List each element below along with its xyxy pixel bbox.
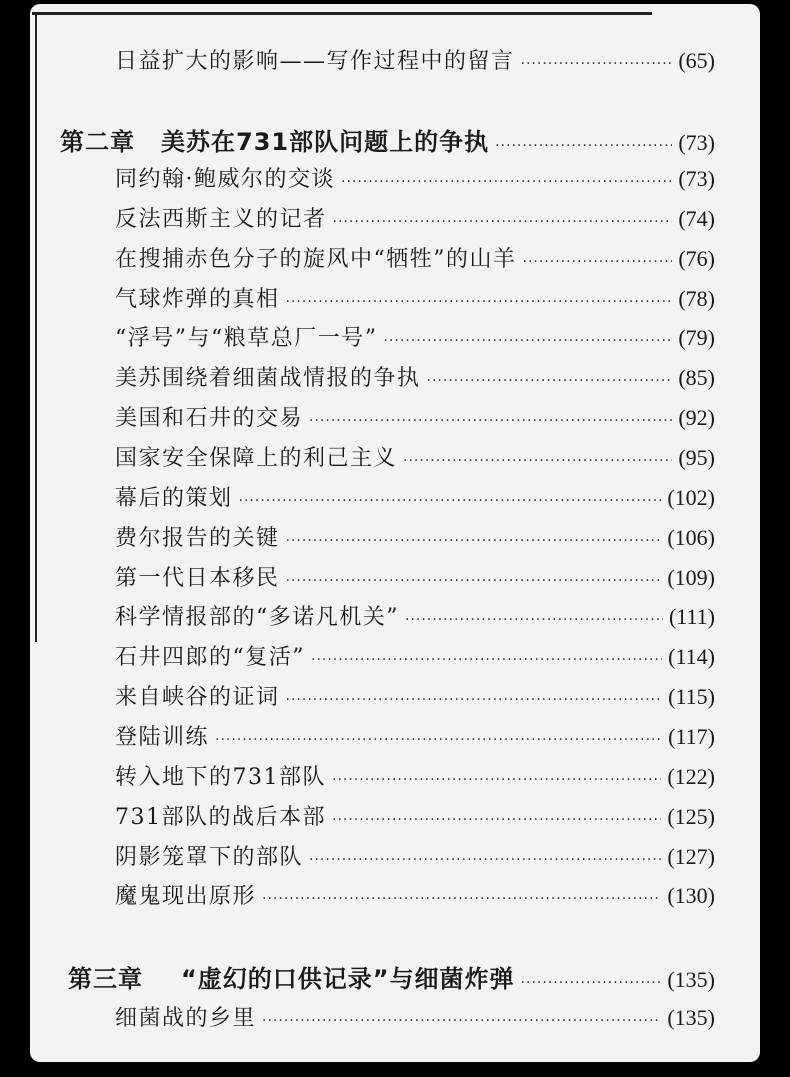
leader-dots <box>495 138 672 154</box>
entry-page: (92) <box>678 405 715 430</box>
toc-entry <box>115 282 715 313</box>
toc-entry <box>115 521 715 552</box>
entry-title: 来自峡谷的证词 <box>115 685 280 710</box>
leader-dots <box>239 493 662 509</box>
left-rule-line <box>35 12 37 642</box>
toc-entry <box>115 640 715 671</box>
leader-dots <box>309 413 672 429</box>
entry-title: 美苏围绕着细菌战情报的争执 <box>115 366 421 391</box>
leader-dots <box>286 692 663 708</box>
entry-page: (114) <box>668 644 715 669</box>
leader-dots <box>403 453 672 469</box>
entry-page: (95) <box>678 445 715 470</box>
entry-page: (130) <box>667 883 715 908</box>
leader-dots <box>262 1013 661 1029</box>
leader-dots <box>405 612 663 628</box>
chapter-number: 第三章 <box>68 965 143 993</box>
entry-title: 731部队的战后本部 <box>115 805 326 830</box>
leader-dots <box>523 254 673 270</box>
leader-dots <box>384 333 673 349</box>
toc-entry <box>115 760 715 791</box>
entry-page: (135) <box>667 1005 715 1030</box>
toc-entry <box>115 242 715 273</box>
entry-page: (115) <box>668 684 715 709</box>
leader-dots <box>341 174 672 190</box>
entry-title: 日益扩大的影响——写作过程中的留言 <box>115 49 515 74</box>
leader-dots <box>286 533 662 549</box>
toc-entry <box>115 361 715 392</box>
entry-page: (102) <box>667 485 715 510</box>
chapter-number: 第二章 <box>60 128 135 156</box>
toc-entry <box>115 840 715 871</box>
leader-dots <box>333 214 673 230</box>
entry-title: 第一代日本移民 <box>115 566 280 591</box>
chapter-page: (73) <box>678 130 715 155</box>
entry-page: (117) <box>668 724 715 749</box>
entry-title: 气球炸弹的真相 <box>115 287 280 312</box>
toc-entry <box>115 600 715 631</box>
entry-title: 登陆训练 <box>115 725 210 750</box>
toc-entry <box>115 481 715 512</box>
entry-title: 魔鬼现出原形 <box>115 884 257 909</box>
chapter-title: “虚幻的口供记录”与细菌炸弹 <box>181 965 515 993</box>
top-rule-line <box>32 12 652 15</box>
leader-dots <box>262 891 661 907</box>
toc-entry <box>115 800 715 831</box>
toc-entry <box>115 441 715 472</box>
entry-page: (73) <box>678 166 715 191</box>
entry-title: 美国和石井的交易 <box>115 406 304 431</box>
entry-title: 费尔报告的关键 <box>115 526 280 551</box>
entry-title: 反法西斯主义的记者 <box>115 207 327 232</box>
leader-dots <box>332 812 661 828</box>
leader-dots <box>286 294 673 310</box>
entry-title: “浮号”与“粮草总厂一号” <box>115 326 378 351</box>
entry-title: 阴影笼罩下的部队 <box>115 845 304 870</box>
toc-entry <box>115 720 715 751</box>
entry-page: (76) <box>678 246 715 271</box>
entry-title: 石井四郎的“复活” <box>115 645 305 670</box>
toc-entry <box>115 162 715 193</box>
entry-title: 科学情报部的“多诺凡机关” <box>115 605 399 630</box>
entry-page: (74) <box>678 206 715 231</box>
entry-title: 幕后的策划 <box>115 486 233 511</box>
leader-dots <box>521 975 662 991</box>
entry-page: (78) <box>678 286 715 311</box>
toc-entry <box>115 401 715 432</box>
book-page <box>30 4 760 1062</box>
toc-entry <box>115 561 715 592</box>
toc-entry <box>115 680 715 711</box>
entry-page: (106) <box>667 525 715 550</box>
toc-entry <box>115 202 715 233</box>
entry-page: (127) <box>667 844 715 869</box>
entry-title: 国家安全保障上的利己主义 <box>115 446 398 471</box>
entry-page: (122) <box>667 764 715 789</box>
entry-page: (65) <box>678 48 715 73</box>
entry-title: 细菌战的乡里 <box>115 1006 257 1031</box>
entry-page: (111) <box>668 604 715 629</box>
entry-title: 同约翰·鲍威尔的交谈 <box>115 167 335 192</box>
entry-title: 在搜捕赤色分子的旋风中“牺牲”的山羊 <box>115 247 517 272</box>
leader-dots <box>521 56 673 72</box>
leader-dots <box>332 772 661 788</box>
entry-page: (85) <box>678 365 715 390</box>
leader-dots <box>309 852 661 868</box>
entry-page: (125) <box>667 804 715 829</box>
entry-page: (109) <box>667 565 715 590</box>
entry-title: 转入地下的731部队 <box>115 765 326 790</box>
chapter-heading <box>60 122 715 157</box>
leader-dots <box>215 732 662 748</box>
leader-dots <box>427 373 673 389</box>
leader-dots <box>311 652 662 668</box>
chapter-heading <box>68 959 715 994</box>
toc-entry <box>115 1001 715 1032</box>
entry-page: (79) <box>678 325 715 350</box>
toc-entry <box>115 321 715 352</box>
toc-entry <box>115 44 715 75</box>
chapter-page: (135) <box>667 967 715 992</box>
toc-entry <box>115 879 715 910</box>
chapter-title: 美苏在731部队问题上的争执 <box>161 128 490 156</box>
leader-dots <box>286 573 662 589</box>
